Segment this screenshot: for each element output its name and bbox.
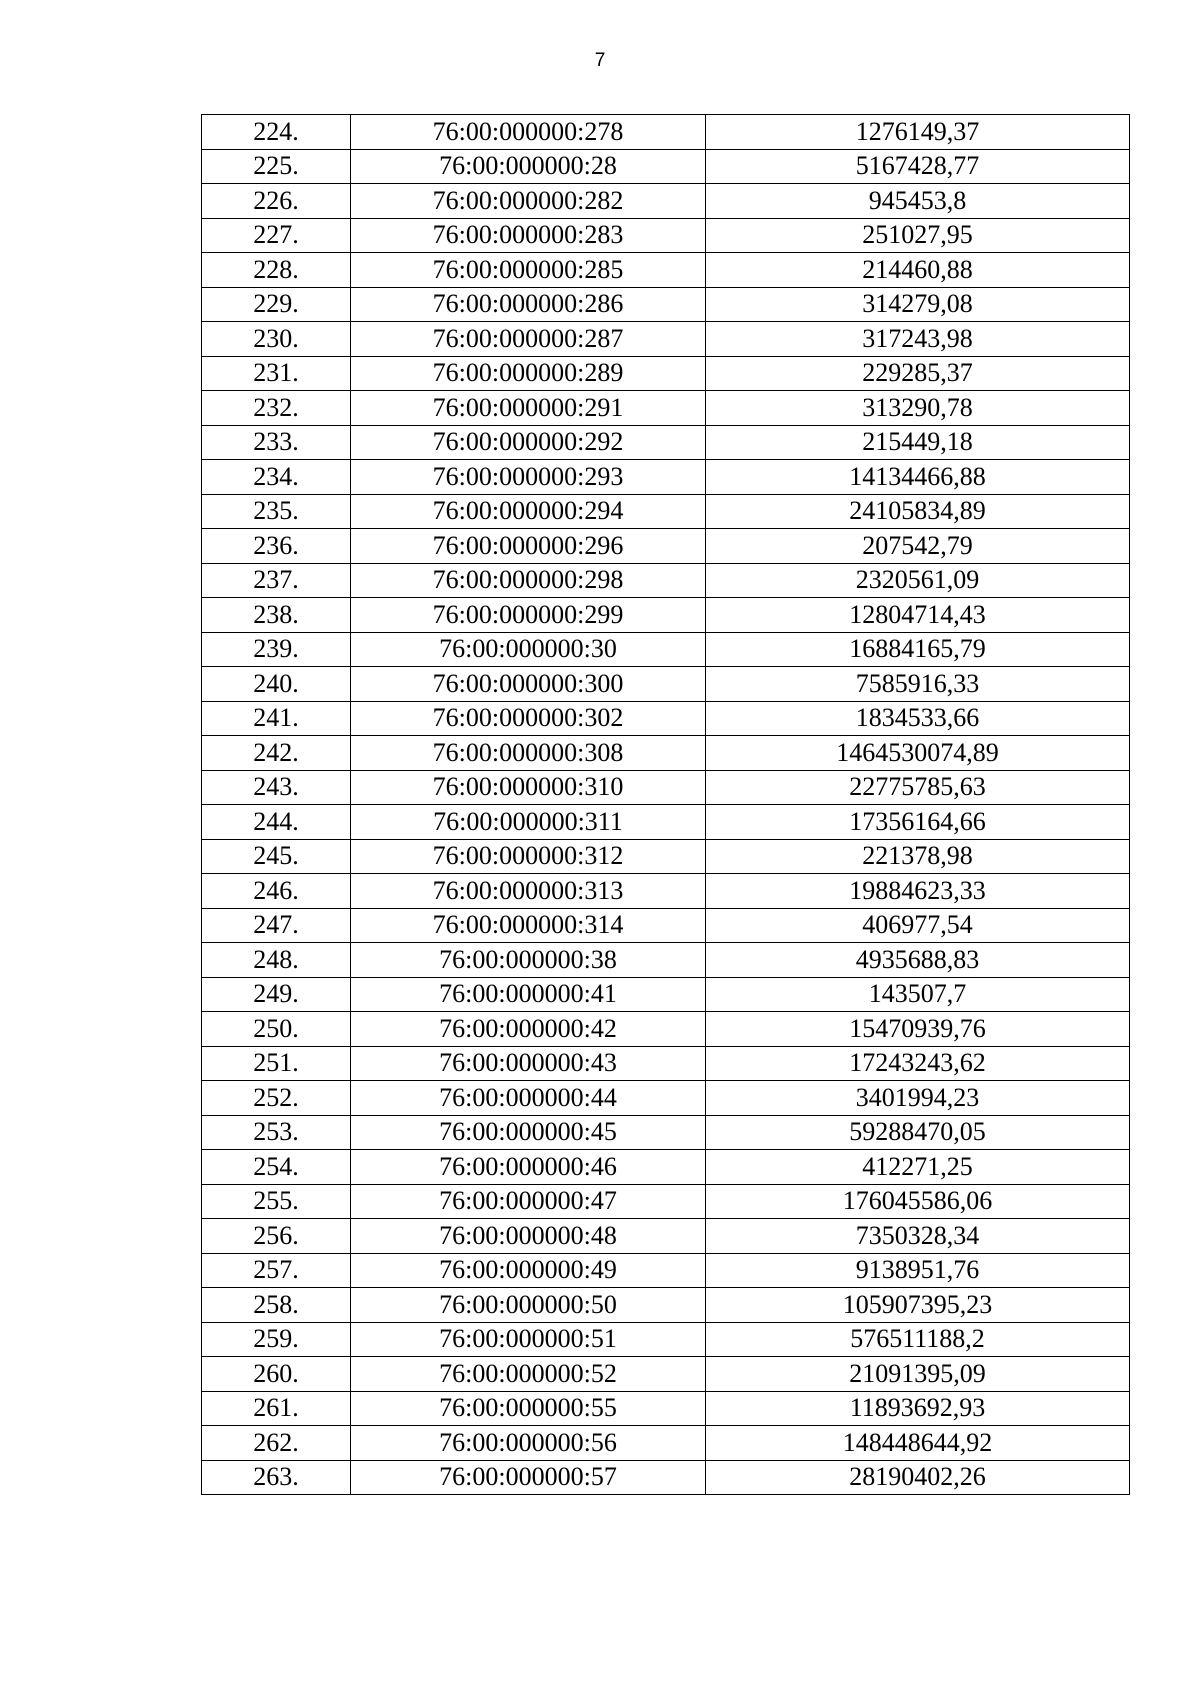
cadastral-number-cell: 76:00:000000:55 — [351, 1391, 706, 1426]
page-number: 7 — [594, 50, 606, 71]
cadastral-number-cell: 76:00:000000:308 — [351, 736, 706, 771]
cadastral-value-cell: 19884623,33 — [706, 874, 1130, 909]
row-number-cell: 227. — [202, 218, 351, 253]
table-row — [202, 1426, 1130, 1461]
table-row — [202, 1288, 1130, 1323]
cadastral-value-cell: 7585916,33 — [706, 667, 1130, 702]
cadastral-number-cell: 76:00:000000:41 — [351, 977, 706, 1012]
cadastral-number-cell: 76:00:000000:28 — [351, 149, 706, 184]
row-number-cell: 243. — [202, 770, 351, 805]
cadastral-value-cell: 11893692,93 — [706, 1391, 1130, 1426]
row-number-cell: 236. — [202, 529, 351, 564]
table-row — [202, 1219, 1130, 1254]
row-number-cell: 250. — [202, 1012, 351, 1047]
table-row — [202, 287, 1130, 322]
cadastral-value-cell: 22775785,63 — [706, 770, 1130, 805]
table-row — [202, 874, 1130, 909]
row-number-cell: 248. — [202, 943, 351, 978]
row-number-cell: 261. — [202, 1391, 351, 1426]
cadastral-number-cell: 76:00:000000:311 — [351, 805, 706, 840]
row-number-cell: 228. — [202, 253, 351, 288]
table-row — [202, 391, 1130, 426]
cadastral-number-cell: 76:00:000000:278 — [351, 115, 706, 150]
table-row — [202, 425, 1130, 460]
cadastral-value-cell: 229285,37 — [706, 356, 1130, 391]
table-row — [202, 1012, 1130, 1047]
row-number-cell: 262. — [202, 1426, 351, 1461]
cadastral-number-cell: 76:00:000000:300 — [351, 667, 706, 702]
table-row — [202, 770, 1130, 805]
cadastral-number-cell: 76:00:000000:299 — [351, 598, 706, 633]
cadastral-value-cell: 1834533,66 — [706, 701, 1130, 736]
table-row — [202, 943, 1130, 978]
cadastral-value-cell: 221378,98 — [706, 839, 1130, 874]
row-number-cell: 235. — [202, 494, 351, 529]
cadastral-value-cell: 12804714,43 — [706, 598, 1130, 633]
cadastral-value-cell: 945453,8 — [706, 184, 1130, 219]
row-number-cell: 225. — [202, 149, 351, 184]
table-row — [202, 1184, 1130, 1219]
row-number-cell: 254. — [202, 1150, 351, 1185]
row-number-cell: 253. — [202, 1115, 351, 1150]
row-number-cell: 249. — [202, 977, 351, 1012]
cadastral-number-cell: 76:00:000000:296 — [351, 529, 706, 564]
cadastral-value-cell: 576511188,2 — [706, 1322, 1130, 1357]
row-number-cell: 255. — [202, 1184, 351, 1219]
table-row — [202, 908, 1130, 943]
table-row — [202, 184, 1130, 219]
cadastral-value-cell: 59288470,05 — [706, 1115, 1130, 1150]
cadastral-value-cell: 207542,79 — [706, 529, 1130, 564]
cadastral-value-cell: 215449,18 — [706, 425, 1130, 460]
cadastral-number-cell: 76:00:000000:292 — [351, 425, 706, 460]
row-number-cell: 237. — [202, 563, 351, 598]
cadastral-value-cell: 5167428,77 — [706, 149, 1130, 184]
table-row — [202, 356, 1130, 391]
table-body — [202, 115, 1130, 1495]
row-number-cell: 238. — [202, 598, 351, 633]
cadastral-value-table — [201, 114, 1130, 1495]
cadastral-number-cell: 76:00:000000:282 — [351, 184, 706, 219]
row-number-cell: 263. — [202, 1460, 351, 1495]
row-number-cell: 230. — [202, 322, 351, 357]
cadastral-value-cell: 9138951,76 — [706, 1253, 1130, 1288]
row-number-cell: 232. — [202, 391, 351, 426]
cadastral-value-cell: 143507,7 — [706, 977, 1130, 1012]
row-number-cell: 234. — [202, 460, 351, 495]
cadastral-value-cell: 214460,88 — [706, 253, 1130, 288]
table-row — [202, 1357, 1130, 1392]
table-row — [202, 529, 1130, 564]
table-row — [202, 1046, 1130, 1081]
cadastral-number-cell: 76:00:000000:30 — [351, 632, 706, 667]
cadastral-number-cell: 76:00:000000:48 — [351, 1219, 706, 1254]
cadastral-number-cell: 76:00:000000:289 — [351, 356, 706, 391]
cadastral-number-cell: 76:00:000000:293 — [351, 460, 706, 495]
cadastral-number-cell: 76:00:000000:38 — [351, 943, 706, 978]
table-row — [202, 839, 1130, 874]
table-row — [202, 115, 1130, 150]
row-number-cell: 257. — [202, 1253, 351, 1288]
cadastral-number-cell: 76:00:000000:56 — [351, 1426, 706, 1461]
cadastral-number-cell: 76:00:000000:42 — [351, 1012, 706, 1047]
cadastral-value-cell: 176045586,06 — [706, 1184, 1130, 1219]
table-row — [202, 218, 1130, 253]
cadastral-number-cell: 76:00:000000:291 — [351, 391, 706, 426]
cadastral-number-cell: 76:00:000000:49 — [351, 1253, 706, 1288]
table-row — [202, 805, 1130, 840]
table-row — [202, 598, 1130, 633]
row-number-cell: 231. — [202, 356, 351, 391]
cadastral-number-cell: 76:00:000000:313 — [351, 874, 706, 909]
row-number-cell: 241. — [202, 701, 351, 736]
cadastral-number-cell: 76:00:000000:51 — [351, 1322, 706, 1357]
cadastral-value-cell: 14134466,88 — [706, 460, 1130, 495]
row-number-cell: 251. — [202, 1046, 351, 1081]
cadastral-number-cell: 76:00:000000:46 — [351, 1150, 706, 1185]
cadastral-value-cell: 3401994,23 — [706, 1081, 1130, 1116]
table-row — [202, 667, 1130, 702]
cadastral-number-cell: 76:00:000000:47 — [351, 1184, 706, 1219]
cadastral-value-cell: 21091395,09 — [706, 1357, 1130, 1392]
cadastral-value-cell: 251027,95 — [706, 218, 1130, 253]
cadastral-value-cell: 317243,98 — [706, 322, 1130, 357]
table-row — [202, 1081, 1130, 1116]
table-row — [202, 149, 1130, 184]
row-number-cell: 258. — [202, 1288, 351, 1323]
table-row — [202, 736, 1130, 771]
row-number-cell: 246. — [202, 874, 351, 909]
cadastral-value-cell: 17356164,66 — [706, 805, 1130, 840]
table-row — [202, 1391, 1130, 1426]
row-number-cell: 260. — [202, 1357, 351, 1392]
table-row — [202, 977, 1130, 1012]
cadastral-number-cell: 76:00:000000:310 — [351, 770, 706, 805]
table-row — [202, 1150, 1130, 1185]
cadastral-number-cell: 76:00:000000:285 — [351, 253, 706, 288]
cadastral-value-cell: 148448644,92 — [706, 1426, 1130, 1461]
row-number-cell: 224. — [202, 115, 351, 150]
cadastral-value-cell: 105907395,23 — [706, 1288, 1130, 1323]
cadastral-number-cell: 76:00:000000:294 — [351, 494, 706, 529]
cadastral-value-cell: 7350328,34 — [706, 1219, 1130, 1254]
cadastral-number-cell: 76:00:000000:43 — [351, 1046, 706, 1081]
row-number-cell: 229. — [202, 287, 351, 322]
cadastral-number-cell: 76:00:000000:57 — [351, 1460, 706, 1495]
table-row — [202, 1115, 1130, 1150]
row-number-cell: 252. — [202, 1081, 351, 1116]
row-number-cell: 256. — [202, 1219, 351, 1254]
table-row — [202, 322, 1130, 357]
cadastral-number-cell: 76:00:000000:314 — [351, 908, 706, 943]
cadastral-value-cell: 2320561,09 — [706, 563, 1130, 598]
row-number-cell: 242. — [202, 736, 351, 771]
cadastral-value-cell: 15470939,76 — [706, 1012, 1130, 1047]
row-number-cell: 239. — [202, 632, 351, 667]
table-row — [202, 632, 1130, 667]
table-row — [202, 1322, 1130, 1357]
row-number-cell: 247. — [202, 908, 351, 943]
cadastral-value-cell: 406977,54 — [706, 908, 1130, 943]
cadastral-number-cell: 76:00:000000:298 — [351, 563, 706, 598]
table-row — [202, 494, 1130, 529]
cadastral-value-cell: 314279,08 — [706, 287, 1130, 322]
cadastral-number-cell: 76:00:000000:312 — [351, 839, 706, 874]
cadastral-value-cell: 16884165,79 — [706, 632, 1130, 667]
row-number-cell: 244. — [202, 805, 351, 840]
cadastral-value-cell: 1464530074,89 — [706, 736, 1130, 771]
cadastral-value-cell: 24105834,89 — [706, 494, 1130, 529]
row-number-cell: 245. — [202, 839, 351, 874]
table-row — [202, 563, 1130, 598]
cadastral-value-cell: 1276149,37 — [706, 115, 1130, 150]
cadastral-value-cell: 313290,78 — [706, 391, 1130, 426]
cadastral-number-cell: 76:00:000000:302 — [351, 701, 706, 736]
cadastral-value-cell: 4935688,83 — [706, 943, 1130, 978]
row-number-cell: 259. — [202, 1322, 351, 1357]
cadastral-value-cell: 412271,25 — [706, 1150, 1130, 1185]
cadastral-number-cell: 76:00:000000:52 — [351, 1357, 706, 1392]
cadastral-number-cell: 76:00:000000:283 — [351, 218, 706, 253]
cadastral-number-cell: 76:00:000000:44 — [351, 1081, 706, 1116]
table-row — [202, 1253, 1130, 1288]
table-row — [202, 1460, 1130, 1495]
cadastral-number-cell: 76:00:000000:287 — [351, 322, 706, 357]
table-row — [202, 460, 1130, 495]
table-row — [202, 253, 1130, 288]
row-number-cell: 233. — [202, 425, 351, 460]
table-row — [202, 701, 1130, 736]
cadastral-value-cell: 28190402,26 — [706, 1460, 1130, 1495]
cadastral-number-cell: 76:00:000000:45 — [351, 1115, 706, 1150]
cadastral-value-cell: 17243243,62 — [706, 1046, 1130, 1081]
row-number-cell: 240. — [202, 667, 351, 702]
cadastral-number-cell: 76:00:000000:286 — [351, 287, 706, 322]
row-number-cell: 226. — [202, 184, 351, 219]
cadastral-number-cell: 76:00:000000:50 — [351, 1288, 706, 1323]
